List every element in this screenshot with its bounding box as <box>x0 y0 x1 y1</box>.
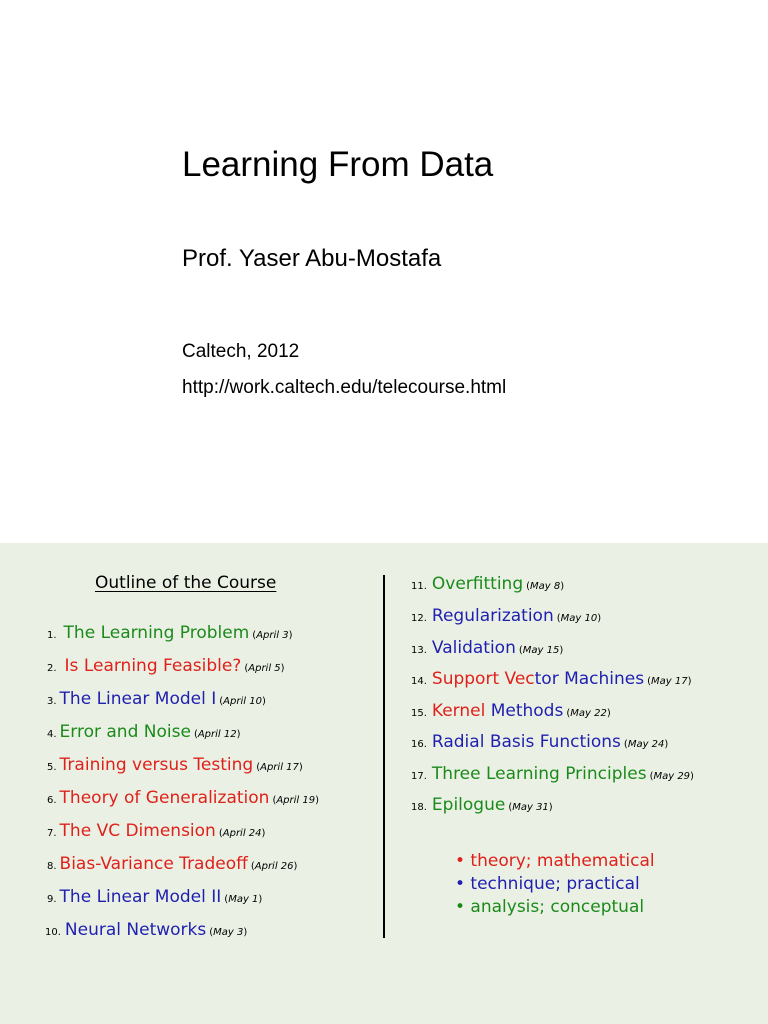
column-divider <box>383 575 385 938</box>
lecture-number: 13. <box>411 645 427 656</box>
lecture-date: May 3 <box>213 927 244 938</box>
date-paren-open: ( <box>256 762 261 773</box>
lecture-item <box>411 668 692 693</box>
lecture-date: May 29 <box>653 771 691 782</box>
date-paren-open: ( <box>272 795 277 806</box>
lecture-date: May 8 <box>530 581 561 592</box>
course-title: Learning From Data <box>182 145 494 184</box>
lecture-title-part: tor Machines <box>534 669 645 689</box>
date-paren-close: ) <box>606 708 611 719</box>
lecture-item <box>411 605 601 630</box>
lecture-date: May 10 <box>560 613 598 624</box>
date-paren-open: ( <box>252 630 257 641</box>
lecture-date: April 12 <box>197 729 237 740</box>
legend-item: • technique; practical <box>455 874 640 894</box>
lecture-title: The Linear Model I <box>59 689 217 709</box>
lecture-item <box>47 886 262 911</box>
lecture-title: Bias-Variance Tradeoff <box>59 854 248 874</box>
lecture-date: May 22 <box>570 708 607 719</box>
date-paren-open: ( <box>647 676 652 687</box>
lecture-number: 3. <box>47 696 57 707</box>
lecture-item <box>47 655 285 680</box>
lecture-title: The Learning Problem <box>63 623 250 643</box>
date-paren-close: ) <box>664 739 669 750</box>
lecture-date: May 1 <box>228 894 259 905</box>
lecture-title: Regularization <box>431 606 554 626</box>
lecture-title: Overfitting <box>431 574 524 594</box>
date-paren-close: ) <box>560 581 565 592</box>
date-paren-open: ( <box>219 696 224 707</box>
lecture-number: 6. <box>47 795 57 806</box>
lecture-item <box>47 721 241 746</box>
legend-item: • theory; mathematical <box>455 851 655 871</box>
lecture-item <box>47 787 319 812</box>
lecture-number: 14. <box>411 676 427 687</box>
date-paren-close: ) <box>315 795 320 806</box>
date-paren-open: ( <box>193 729 198 740</box>
lecture-title: Epilogue <box>431 795 506 815</box>
lecture-date: April 19 <box>276 795 316 806</box>
lecture-date: April 24 <box>222 828 262 839</box>
outline-heading: Outline of the Course <box>95 573 277 593</box>
lecture-date: May 15 <box>522 645 560 656</box>
lecture-item <box>47 820 265 845</box>
lecture-title-part: Support Vec <box>431 669 535 689</box>
lecture-number: 15. <box>411 708 427 719</box>
date-paren-close: ) <box>288 630 293 641</box>
lecture-title-part: Kernel <box>431 701 491 721</box>
lecture-item <box>411 700 611 725</box>
lecture-date: May 24 <box>627 739 665 750</box>
date-paren-close: ) <box>548 802 553 813</box>
lecture-number: 2. <box>47 663 57 674</box>
lecture-title: The Linear Model II <box>59 887 222 907</box>
lecture-title: Radial Basis Functions <box>431 732 621 752</box>
lecture-item <box>411 763 694 788</box>
date-paren-close: ) <box>261 828 266 839</box>
course-url: http://work.caltech.edu/telecourse.html <box>182 377 507 398</box>
date-paren-open: ( <box>244 663 249 674</box>
lecture-item <box>47 853 297 878</box>
lecture-number: 16. <box>411 739 427 750</box>
lecture-item <box>47 688 266 713</box>
lecture-date: April 3 <box>256 630 289 641</box>
lecture-title: Theory of Generalization <box>59 788 270 808</box>
date-paren-open: ( <box>508 802 513 813</box>
lecture-title-part: Methods <box>490 701 564 721</box>
lecture-item <box>47 622 293 647</box>
legend-item: • analysis; conceptual <box>455 897 645 917</box>
date-paren-close: ) <box>280 663 285 674</box>
lecture-date: April 10 <box>223 696 262 707</box>
lecture-item <box>411 731 668 756</box>
lecture-title: Three Learning Principles <box>431 764 647 784</box>
date-paren-open: ( <box>224 894 229 905</box>
lecture-item <box>45 919 247 944</box>
date-paren-open: ( <box>623 739 628 750</box>
date-paren-close: ) <box>597 613 602 624</box>
institution: Caltech, 2012 <box>182 341 300 362</box>
date-paren-close: ) <box>258 894 263 905</box>
lecture-title: The VC Dimension <box>59 821 216 841</box>
lecture-date: April 5 <box>248 663 281 674</box>
date-paren-open: ( <box>209 927 214 938</box>
lecture-date: May 17 <box>651 676 688 687</box>
date-paren-open: ( <box>566 708 571 719</box>
date-paren-open: ( <box>218 828 223 839</box>
lecture-item <box>47 754 303 779</box>
lecture-number: 5. <box>47 762 57 773</box>
date-paren-close: ) <box>243 927 248 938</box>
lecture-number: 17. <box>411 771 427 782</box>
lecture-item <box>411 794 553 819</box>
outline-section <box>0 543 768 1024</box>
date-paren-open: ( <box>556 613 561 624</box>
date-paren-close: ) <box>261 696 266 707</box>
lecture-number: 11. <box>411 581 427 592</box>
date-paren-close: ) <box>298 762 303 773</box>
lecture-title: Error and Noise <box>59 722 191 742</box>
date-paren-close: ) <box>236 729 241 740</box>
date-paren-close: ) <box>690 771 694 782</box>
date-paren-close: ) <box>293 861 298 872</box>
lecture-number: 7. <box>47 828 57 839</box>
lecture-title: Neural Networks <box>64 920 207 940</box>
lecture-date: May 31 <box>512 802 549 813</box>
date-paren-open: ( <box>649 771 654 782</box>
lecture-number: 1. <box>47 630 57 641</box>
lecture-date: April 17 <box>260 762 299 773</box>
lecture-title: Training versus Testing <box>59 755 254 775</box>
lecture-number: 12. <box>411 613 427 624</box>
lecture-date: April 26 <box>254 861 294 872</box>
date-paren-close: ) <box>559 645 564 656</box>
author: Prof. Yaser Abu-Mostafa <box>182 245 442 272</box>
lecture-item <box>411 637 563 662</box>
lecture-title: Validation <box>431 638 516 658</box>
date-paren-open: ( <box>526 581 531 592</box>
lecture-number: 9. <box>47 894 57 905</box>
lecture-number: 8. <box>47 861 57 872</box>
date-paren-close: ) <box>687 676 692 687</box>
lecture-item <box>411 573 564 598</box>
lecture-number: 18. <box>411 802 427 813</box>
date-paren-open: ( <box>518 645 523 656</box>
date-paren-open: ( <box>250 861 255 872</box>
lecture-number: 4. <box>47 729 57 740</box>
lecture-number: 10. <box>45 927 61 938</box>
lecture-title: Is Learning Feasible? <box>64 656 242 676</box>
